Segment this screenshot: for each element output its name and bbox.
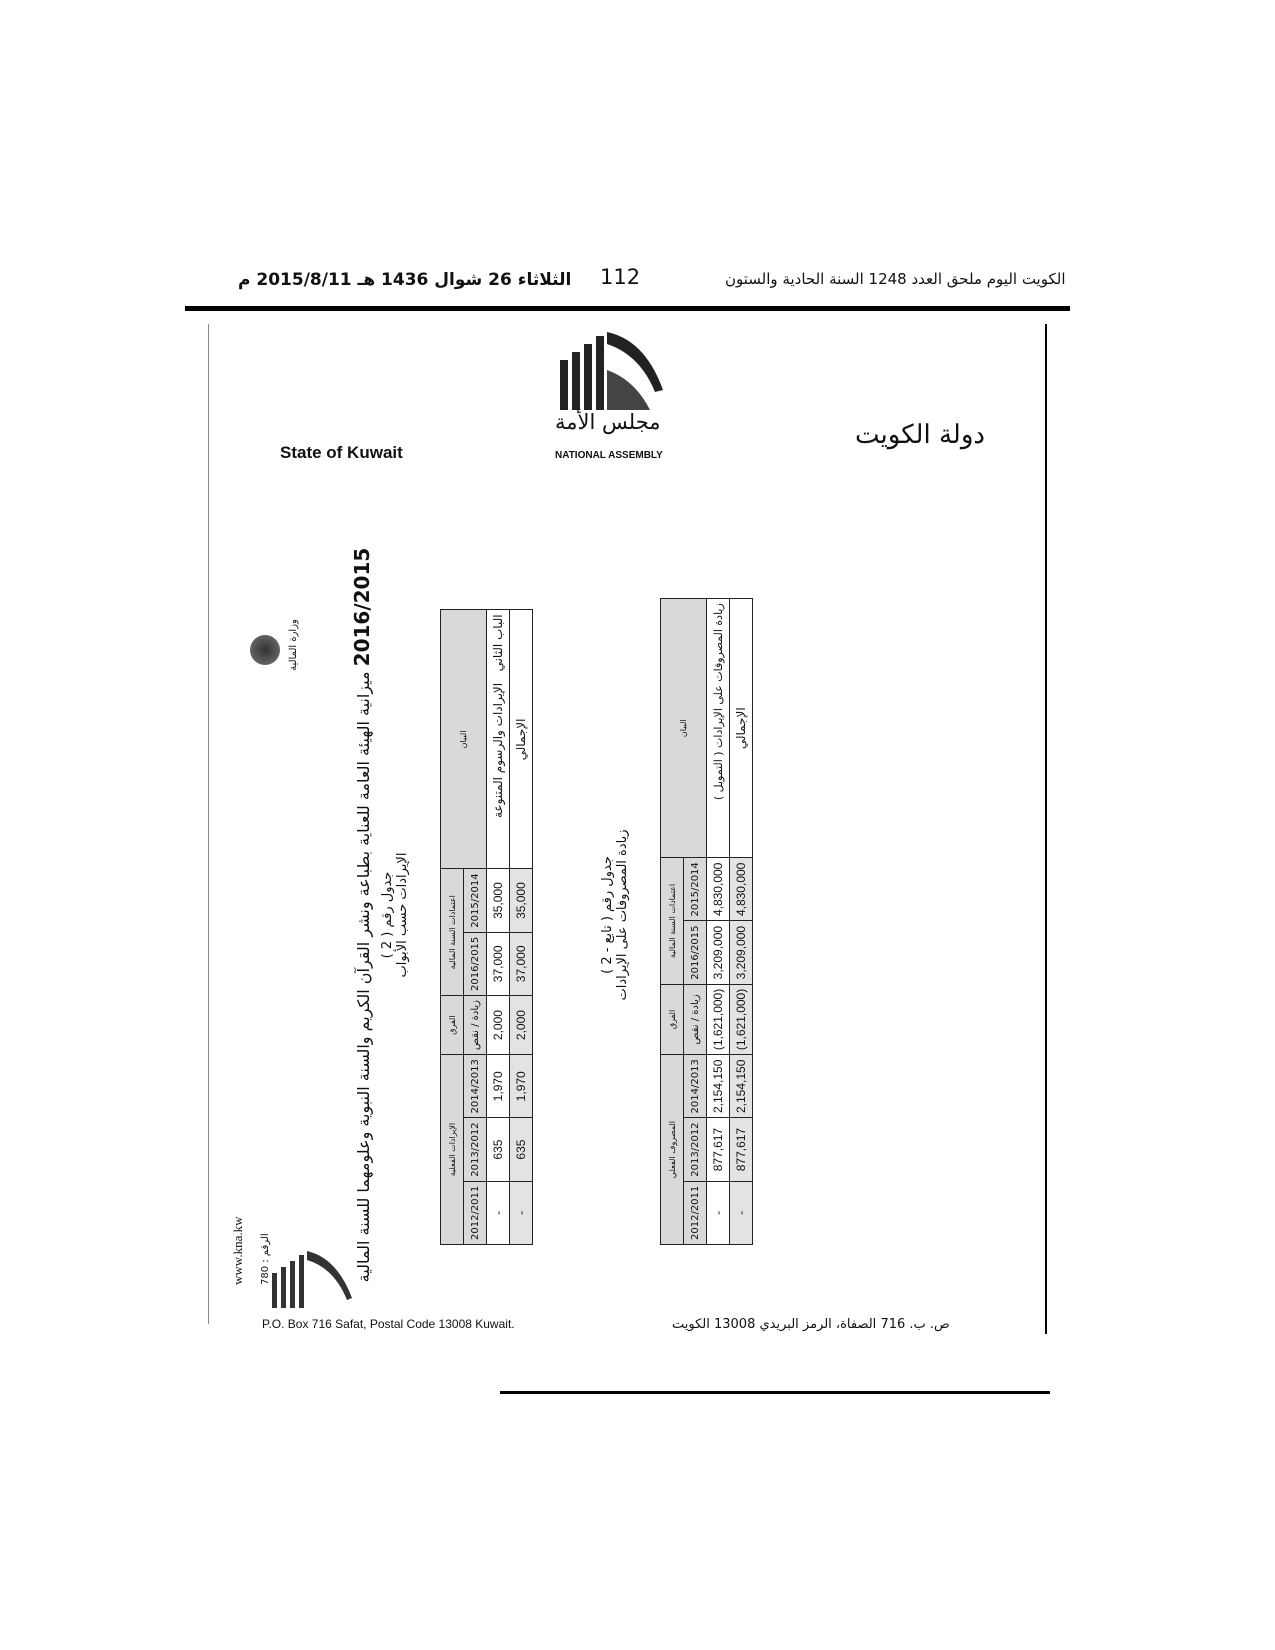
t1-total-cell: - xyxy=(510,1181,533,1244)
table-row-total xyxy=(730,599,753,1245)
t2-total-label: الإجمالي xyxy=(730,599,753,858)
t1-head-actual: الإيرادات الفعلية xyxy=(441,1055,464,1245)
t2-head-diff: الفرق xyxy=(661,984,684,1054)
t2-head-statement: البيان xyxy=(661,599,707,858)
t2-total-cell: - xyxy=(730,1181,753,1244)
t2-total-cell: 4,830,000 xyxy=(730,858,753,921)
table1-caption-number: جدول رقم ( 2 ) xyxy=(380,871,395,959)
national-assembly-en: NATIONAL ASSEMBLY xyxy=(555,450,663,461)
ministry-name: وزارة المالية xyxy=(288,619,299,671)
t1-year: 2012/2011 xyxy=(464,1181,487,1244)
t2-cell: 2,154,150 xyxy=(707,1055,730,1118)
t1-cell: 35,000 xyxy=(487,869,510,932)
table2-caption xyxy=(600,545,630,1285)
document-title-year: 2016/2015 xyxy=(350,547,374,667)
t1-row-label xyxy=(487,610,510,869)
national-assembly-ar: مجلس الأمة xyxy=(555,410,661,434)
t2-total-cell: 2,154,150 xyxy=(730,1055,753,1118)
t2-cell: 4,830,000 xyxy=(707,858,730,921)
table-row xyxy=(487,610,510,1245)
footer-address-ar: ص. ب. 716 الصفاة، الرمز البريدي 13008 الكويت xyxy=(672,1317,950,1332)
header-date: الثلاثاء 26 شوال 1436 هـ 2015/8/11 م xyxy=(238,270,572,290)
t1-total-cell: 635 xyxy=(510,1118,533,1181)
issue-info: الكويت اليوم ملحق العدد 1248 السنة الحادية والستون xyxy=(725,270,1066,288)
t2-year: 2012/2011 xyxy=(684,1181,707,1244)
reference-number: الرقم : 780 xyxy=(260,1233,271,1285)
table2-caption-number: جدول رقم ( تابع - 2 ) xyxy=(600,856,615,974)
table1-caption xyxy=(380,545,410,1285)
t2-cell: (1,621,000) xyxy=(707,984,730,1054)
t1-year: 2014/2013 xyxy=(464,1055,487,1118)
state-of-kuwait-ar: دولة الكويت xyxy=(855,420,985,450)
t1-year: 2013/2012 xyxy=(464,1118,487,1181)
t1-total-label: الإجمالي xyxy=(510,610,533,869)
page-number: 112 xyxy=(600,265,641,289)
t2-cell: 877,617 xyxy=(707,1118,730,1181)
t1-cell: - xyxy=(487,1181,510,1244)
t1-row-text: الإيرادات والرسوم المتنوعة xyxy=(491,682,505,819)
national-assembly-small-logo-icon xyxy=(262,1248,357,1318)
table2-caption-title: زيادة المصروفات على الإيرادات xyxy=(615,829,630,1001)
frame-left-line xyxy=(208,324,209,1324)
t2-total-cell: 3,209,000 xyxy=(730,921,753,984)
t1-cell: 2,000 xyxy=(487,995,510,1054)
t1-cell: 635 xyxy=(487,1118,510,1181)
ministry-emblem-icon xyxy=(250,635,280,665)
t2-year: 2016/2015 xyxy=(684,921,707,984)
t1-year: 2016/2015 xyxy=(464,932,487,995)
t2-year: 2013/2012 xyxy=(684,1118,707,1181)
t2-cell: 3,209,000 xyxy=(707,921,730,984)
frame-right-line xyxy=(1045,324,1047,1334)
t2-row-label: زيادة المصروفات على الإيرادات ( التمويل ) xyxy=(707,599,730,858)
t1-diff-sub: زيادة / نقص xyxy=(464,995,487,1054)
frame-bottom-line xyxy=(500,1391,1050,1394)
rotated-document-body xyxy=(230,545,890,1285)
header-rule xyxy=(185,306,1070,311)
t2-total-cell: (1,621,000) xyxy=(730,984,753,1054)
state-of-kuwait-en: State of Kuwait xyxy=(280,443,403,462)
deficit-table xyxy=(660,598,753,1245)
t1-head-diff: الفرق xyxy=(441,995,464,1054)
t1-total-cell: 2,000 xyxy=(510,995,533,1054)
t1-year: 2015/2014 xyxy=(464,869,487,932)
t1-total-cell: 1,970 xyxy=(510,1055,533,1118)
document-title xyxy=(350,545,374,1285)
t1-total-cell: 35,000 xyxy=(510,869,533,932)
t2-head-actual: المصروف الفعلي xyxy=(661,1055,684,1245)
revenue-table xyxy=(440,609,533,1245)
t2-year: 2015/2014 xyxy=(684,858,707,921)
t1-head-statement: البيان xyxy=(441,610,487,869)
document-title-text: ميزانية الهيئة العامة للعناية بطباعة ونشر القرآن الكريم والسنة النبوية وعلومهما للسنة المالية xyxy=(354,671,373,1283)
t1-total-cell: 37,000 xyxy=(510,932,533,995)
t1-head-estimates: اعتمادات السنة المالية xyxy=(441,869,464,996)
table-row-total xyxy=(510,610,533,1245)
t1-cell: 1,970 xyxy=(487,1055,510,1118)
footer-address-en: P.O. Box 716 Safat, Postal Code 13008 Kuwait. xyxy=(262,1317,515,1331)
t2-year: 2014/2013 xyxy=(684,1055,707,1118)
t1-cell: 37,000 xyxy=(487,932,510,995)
website-link: www.kna.kw xyxy=(230,1216,245,1285)
table-row xyxy=(707,599,730,1245)
t2-diff-sub: زيادة / نقص xyxy=(684,984,707,1054)
t2-cell: - xyxy=(707,1181,730,1244)
t1-row-chapter: الباب الثاني xyxy=(491,614,505,672)
t2-head-estimates: اعتمادات السنة المالية xyxy=(661,858,684,985)
table1-caption-title: الإيرادات حسب الأبواب xyxy=(395,852,410,978)
t2-total-cell: 877,617 xyxy=(730,1118,753,1181)
